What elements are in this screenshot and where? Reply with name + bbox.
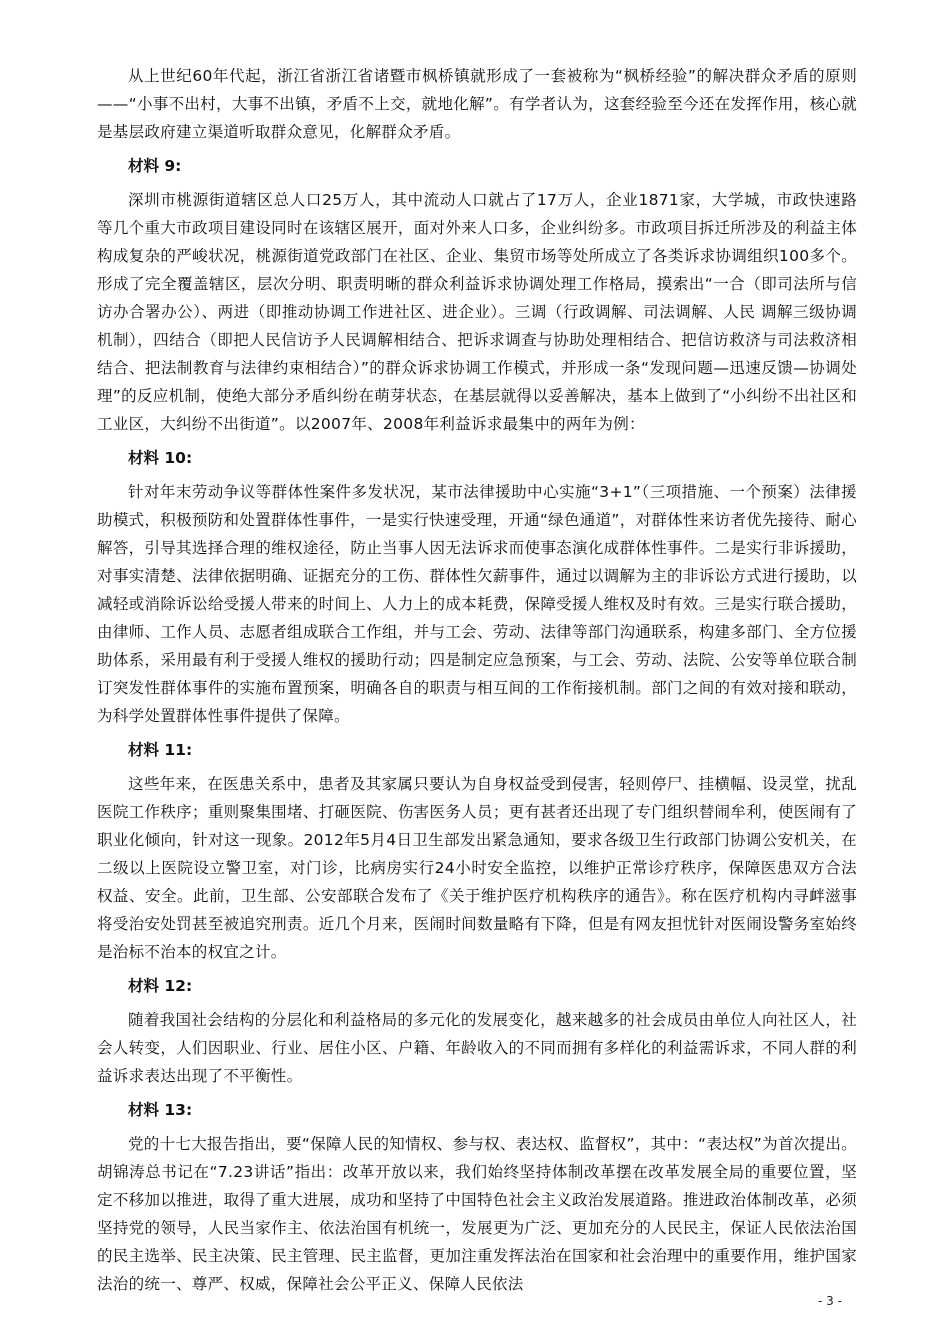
paragraph-material-11: 这些年来，在医患关系中，患者及其家属只要认为自身权益受到侵害，轻则停尸、挂横幅、设灵堂，扰乱医院工作秩序；重则聚集围堵、打砸医院、伤害医务人员；更有甚者还出现了专门组织替闹牟利，使医闹有了职业化倾向，针对这一现象。2012年5月4日卫生部发出紧急通知，要求各级卫生行政部门协调公安机关，在二级以上医院设立警卫室，对门诊，比病房实行24小时安全监控，以维护正常诊疗秩序，保障医患双方合法权益、安全。此前，卫生部、公安部联合发布了《关于维护医疗机构秩序的通告》。称在医疗机构内寻衅滋事将受治安处罚甚至被追究刑责。近几个月来，医闹时间数量略有下降，但是有网友担忧针对医闹设警务室始终是治标不治本的权宜之计。 [97,775,857,961]
paragraph-material-10: 针对年末劳动争议等群体性案件多发状况，某市法律援助中心实施“3+1”（三项措施、一个预案）法律援助模式，积极预防和处置群体性事件，一是实行快速受理，开通“绿色通道”，对群体性来访者优先接待、耐心解答，引导其选择合理的维权途径，防止当事人因无法诉求而使事态演化成群体性事件。二是实行非诉援助，对事实清楚、法律依据明确、证据充分的工伤、群体性欠薪事件，通过以调解为主的非诉讼方式进行援助，以减轻或消除诉讼给受援人带来的时间上、人力上的成本耗费，保障受援人维权及时有效。三是实行联合援助，由律师、工作人员、志愿者组成联合工作组，并与工会、劳动、法律等部门沟通联系，构建多部门、全方位援助体系，采用最有利于受援人维权的援助行动；四是制定应急预案，与工会、劳动、法院、公安等单位联合制订突发性群体事件的实施布置预案，明确各自的职责与相互间的工作衔接机制。部门之间的有效对接和联动，为科学处置群体性事件提供了保障。 [97,483,857,725]
heading-material-10: 材料 10: [128,449,193,467]
heading-material-12: 材料 12: [128,977,193,995]
paragraph-material-9: 深圳市桃源街道辖区总人口25万人，其中流动人口就占了17万人，企业1871家，大学城，市政快速路等几个重大市政项目建设同时在该辖区展开，面对外来人口多，企业纠纷多。市政项目拆迁所涉及的利益主体构成复杂的严峻状况，桃源街道党政部门在社区、企业、集贸市场等处所成立了各类诉求协调组织100多个。形成了完全覆盖辖区，层次分明、职责明晰的群众利益诉求协调处理工作格局，摸索出“一合（即司法所与信访办合署办公）、两进（即推动协调工作进社区、进企业）。三调（行政调解、司法调解、人民 调解三级协调机制），四结合（即把人民信访予人民调解相结合、把诉求调查与协助处理相结合、把信访救济与司法救济相结合、把法制教育与法律约束相结合）”的群众诉求协调工作模式，并形成一条“发现问题—迅速反馈—协调处理”的反应机制，使绝大部分矛盾纠纷在萌芽状态，在基层就得以妥善解决，基本上做到了“小纠纷不出社区和工业区，大纠纷不出街道”。以2007年、2008年利益诉求最集中的两年为例： [97,191,857,433]
document-body [97,62,857,1298]
paragraph-material-13: 党的十七大报告指出，要“保障人民的知情权、参与权、表达权、监督权”，其中：“表达权”为首次提出。胡锦涛总书记在“7.23讲话”指出：改革开放以来，我们始终坚持体制改革摆在改革发展全局的重要位置，坚定不移加以推进，取得了重大进展，成功和坚持了中国特色社会主义政治发展道路。推进政治体制改革，必须坚持党的领导，人民当家作主、依法治国有机统一，发展更为广泛、更加充分的人民民主，保证人民依法治国的民主选举、民主决策、民主管理、民主监督，更加注重发挥法治在国家和社会治理中的重要作用，维护国家法治的统一、尊严、权威，保障社会公平正义、保障人民依法 [97,1135,857,1293]
paragraph-material-12: 随着我国社会结构的分层化和利益格局的多元化的发展变化，越来越多的社会成员由单位人向社区人，社会人转变，人们因职业、行业、居住小区、户籍、年龄收入的不同而拥有多样化的利益需诉求，不同人群的利益诉求表达出现了不平衡性。 [97,1011,857,1085]
heading-material-11: 材料 11: [128,741,193,759]
heading-material-9: 材料 9: [128,157,182,175]
heading-material-13: 材料 13: [128,1101,193,1119]
page-number: - 3 - [818,1294,842,1308]
paragraph-fengqiao: 从上世纪60年代起，浙江省浙江省诸暨市枫桥镇就形成了一套被称为“枫桥经验”的解决群众矛盾的原则——“小事不出村，大事不出镇，矛盾不上交，就地化解”。有学者认为，这套经验至今还在发挥作用，核心就是基层政府建立渠道听取群众意见，化解群众矛盾。 [97,67,857,141]
